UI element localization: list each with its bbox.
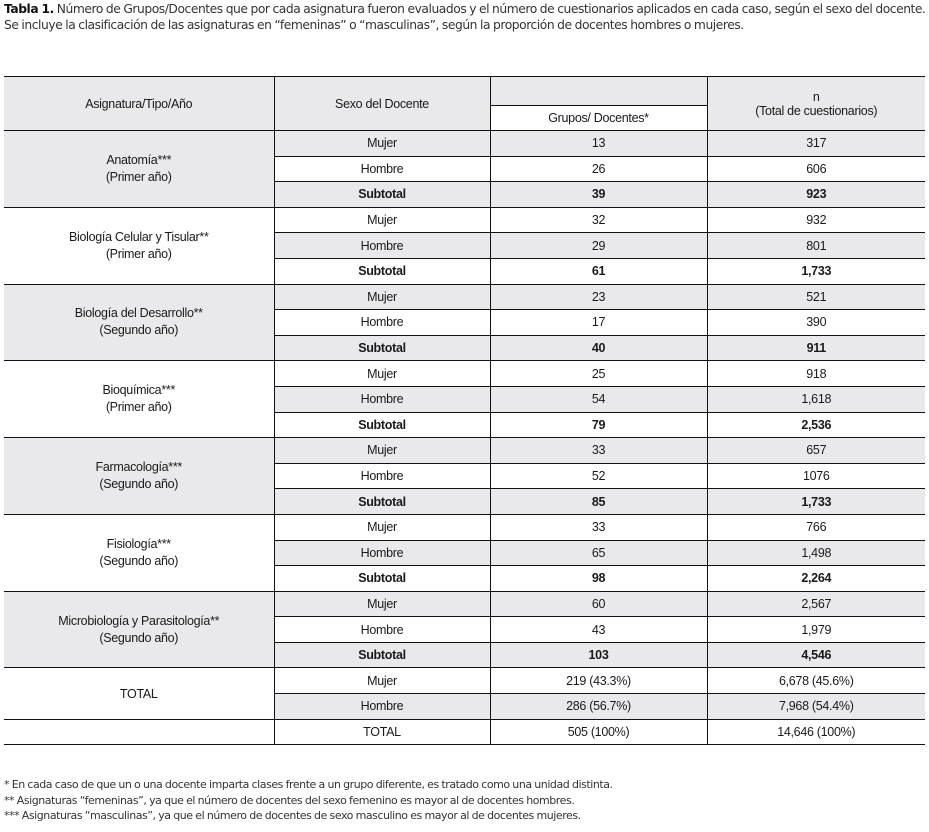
groups-cell: 61 [490,258,707,284]
n-cell: 14,646 (100%) [707,719,925,745]
groups-cell: 52 [490,463,707,489]
groups-cell: 13 [490,131,707,157]
footnote-1: * En cada caso de que un o una docente imparta clases frente a un grupo diferente, es tratado como una unidad distinta. [4,778,613,791]
subject-name: Microbiología y Parasitología** [58,613,220,628]
n-cell: 1,618 [707,386,925,412]
sex-cell: Subtotal [274,258,490,284]
subject-year: (Segundo año) [99,630,179,645]
n-cell: 2,567 [707,591,925,617]
n-cell: 7,968 (54.4%) [707,694,925,720]
empty-cell [4,719,274,745]
header-n-title: n [812,89,820,104]
subject-name: Farmacología*** [95,460,183,475]
groups-cell: 17 [490,310,707,336]
groups-cell: 33 [490,514,707,540]
sex-cell: Subtotal [274,335,490,361]
groups-cell: 79 [490,412,707,438]
n-cell: 911 [707,335,925,361]
groups-cell: 98 [490,566,707,592]
header-subject: Asignatura/Tipo/Año [4,77,274,131]
n-cell: 1076 [707,463,925,489]
n-cell: 801 [707,233,925,259]
caption-label: Tabla 1. [4,2,54,16]
n-cell: 1,733 [707,258,925,284]
table-row [4,131,925,157]
sex-cell: Subtotal [274,566,490,592]
n-cell: 2,536 [707,412,925,438]
n-cell: 521 [707,284,925,310]
n-cell: 1,498 [707,540,925,566]
sex-cell: Mujer [274,514,490,540]
header-n [707,77,925,131]
groups-cell: 219 (43.3%) [490,668,707,694]
sex-cell: Hombre [274,463,490,489]
groups-cell: 85 [490,489,707,515]
table-body [4,131,925,745]
n-cell: 657 [707,438,925,464]
groups-cell: 43 [490,617,707,643]
total-label-cell: TOTAL [4,668,274,719]
subject-year: (Segundo año) [99,323,179,338]
n-cell: 1,979 [707,617,925,643]
subject-year: (Primer año) [105,400,172,415]
sex-cell: Mujer [274,207,490,233]
subject-name: Biología Celular y Tisular** [68,229,209,244]
sex-cell: Mujer [274,131,490,157]
n-cell: 932 [707,207,925,233]
table-caption [4,2,928,33]
sex-cell: Subtotal [274,642,490,668]
groups-cell: 286 (56.7%) [490,694,707,720]
groups-cell: 54 [490,386,707,412]
n-cell: 766 [707,514,925,540]
footnote-3: *** Asignaturas “masculinas”, ya que el número de docentes de sexo masculino es mayor al de docentes mujeres. [4,809,581,823]
sex-cell: Hombre [274,310,490,336]
n-cell: 4,546 [707,642,925,668]
groups-cell: 65 [490,540,707,566]
subject-year: (Primer año) [105,246,172,261]
table-row [4,284,925,310]
subject-cell [4,591,274,668]
subject-year: (Segundo año) [99,553,179,568]
n-cell: 918 [707,361,925,387]
sex-cell: Mujer [274,591,490,617]
table-row [4,438,925,464]
table-row [4,207,925,233]
data-table [4,76,925,745]
subject-name: Biología del Desarrollo** [74,306,203,321]
footnotes [4,777,928,824]
groups-cell: 23 [490,284,707,310]
sex-cell: Subtotal [274,182,490,208]
header-groups: Grupos/ Docentes* [490,106,707,131]
sex-cell: Hombre [274,617,490,643]
subject-cell [4,361,274,438]
sex-cell: Hombre [274,156,490,182]
groups-cell: 39 [490,182,707,208]
n-cell: 390 [707,310,925,336]
n-cell: 923 [707,182,925,208]
sex-cell: Mujer [274,361,490,387]
total-row [4,668,925,694]
sex-cell: Hombre [274,233,490,259]
header-n-subtitle: (Total de cuestionarios) [755,103,878,118]
grand-total-row [4,719,925,745]
footnote-2: ** Asignaturas “femeninas”, ya que el número de docentes del sexo femenino es mayor al de docentes hombres. [4,793,575,807]
sex-cell: Hombre [274,386,490,412]
groups-cell: 103 [490,642,707,668]
subject-name: Fisiología*** [106,536,171,551]
subject-name: Bioquímica*** [102,383,176,398]
n-cell: 1,733 [707,489,925,515]
sex-cell: Mujer [274,438,490,464]
table-row [4,361,925,387]
groups-cell: 29 [490,233,707,259]
n-cell: 317 [707,131,925,157]
sex-cell: Hombre [274,540,490,566]
n-cell: 6,678 (45.6%) [707,668,925,694]
groups-cell: 40 [490,335,707,361]
sex-cell: Mujer [274,284,490,310]
subject-cell [4,438,274,515]
sex-cell: TOTAL [274,719,490,745]
sex-cell: Subtotal [274,412,490,438]
groups-cell: 505 (100%) [490,719,707,745]
table-row [4,591,925,617]
groups-cell: 26 [490,156,707,182]
sex-cell: Mujer [274,668,490,694]
groups-cell: 60 [490,591,707,617]
groups-cell: 25 [490,361,707,387]
caption-text: Número de Grupos/Docentes que por cada asignatura fueron evaluados y el número de cuestionarios aplicados en cada caso, según el sexo del docente. Se incluye la clasificación de las asignaturas en “femeninas” o “masculinas”, según la proporción de docentes hombres o mujeres. [4,2,926,32]
table-row [4,514,925,540]
subject-cell [4,514,274,591]
subject-cell [4,284,274,361]
header-sex: Sexo del Docente [274,77,490,131]
n-cell: 2,264 [707,566,925,592]
subject-year: (Segundo año) [99,477,179,492]
subject-cell [4,131,274,208]
groups-cell: 33 [490,438,707,464]
sex-cell: Hombre [274,694,490,720]
subject-name: Anatomía*** [106,152,172,167]
groups-cell: 32 [490,207,707,233]
header-groups-top [490,77,707,106]
sex-cell: Subtotal [274,489,490,515]
subject-cell [4,207,274,284]
n-cell: 606 [707,156,925,182]
subject-year: (Primer año) [105,169,172,184]
